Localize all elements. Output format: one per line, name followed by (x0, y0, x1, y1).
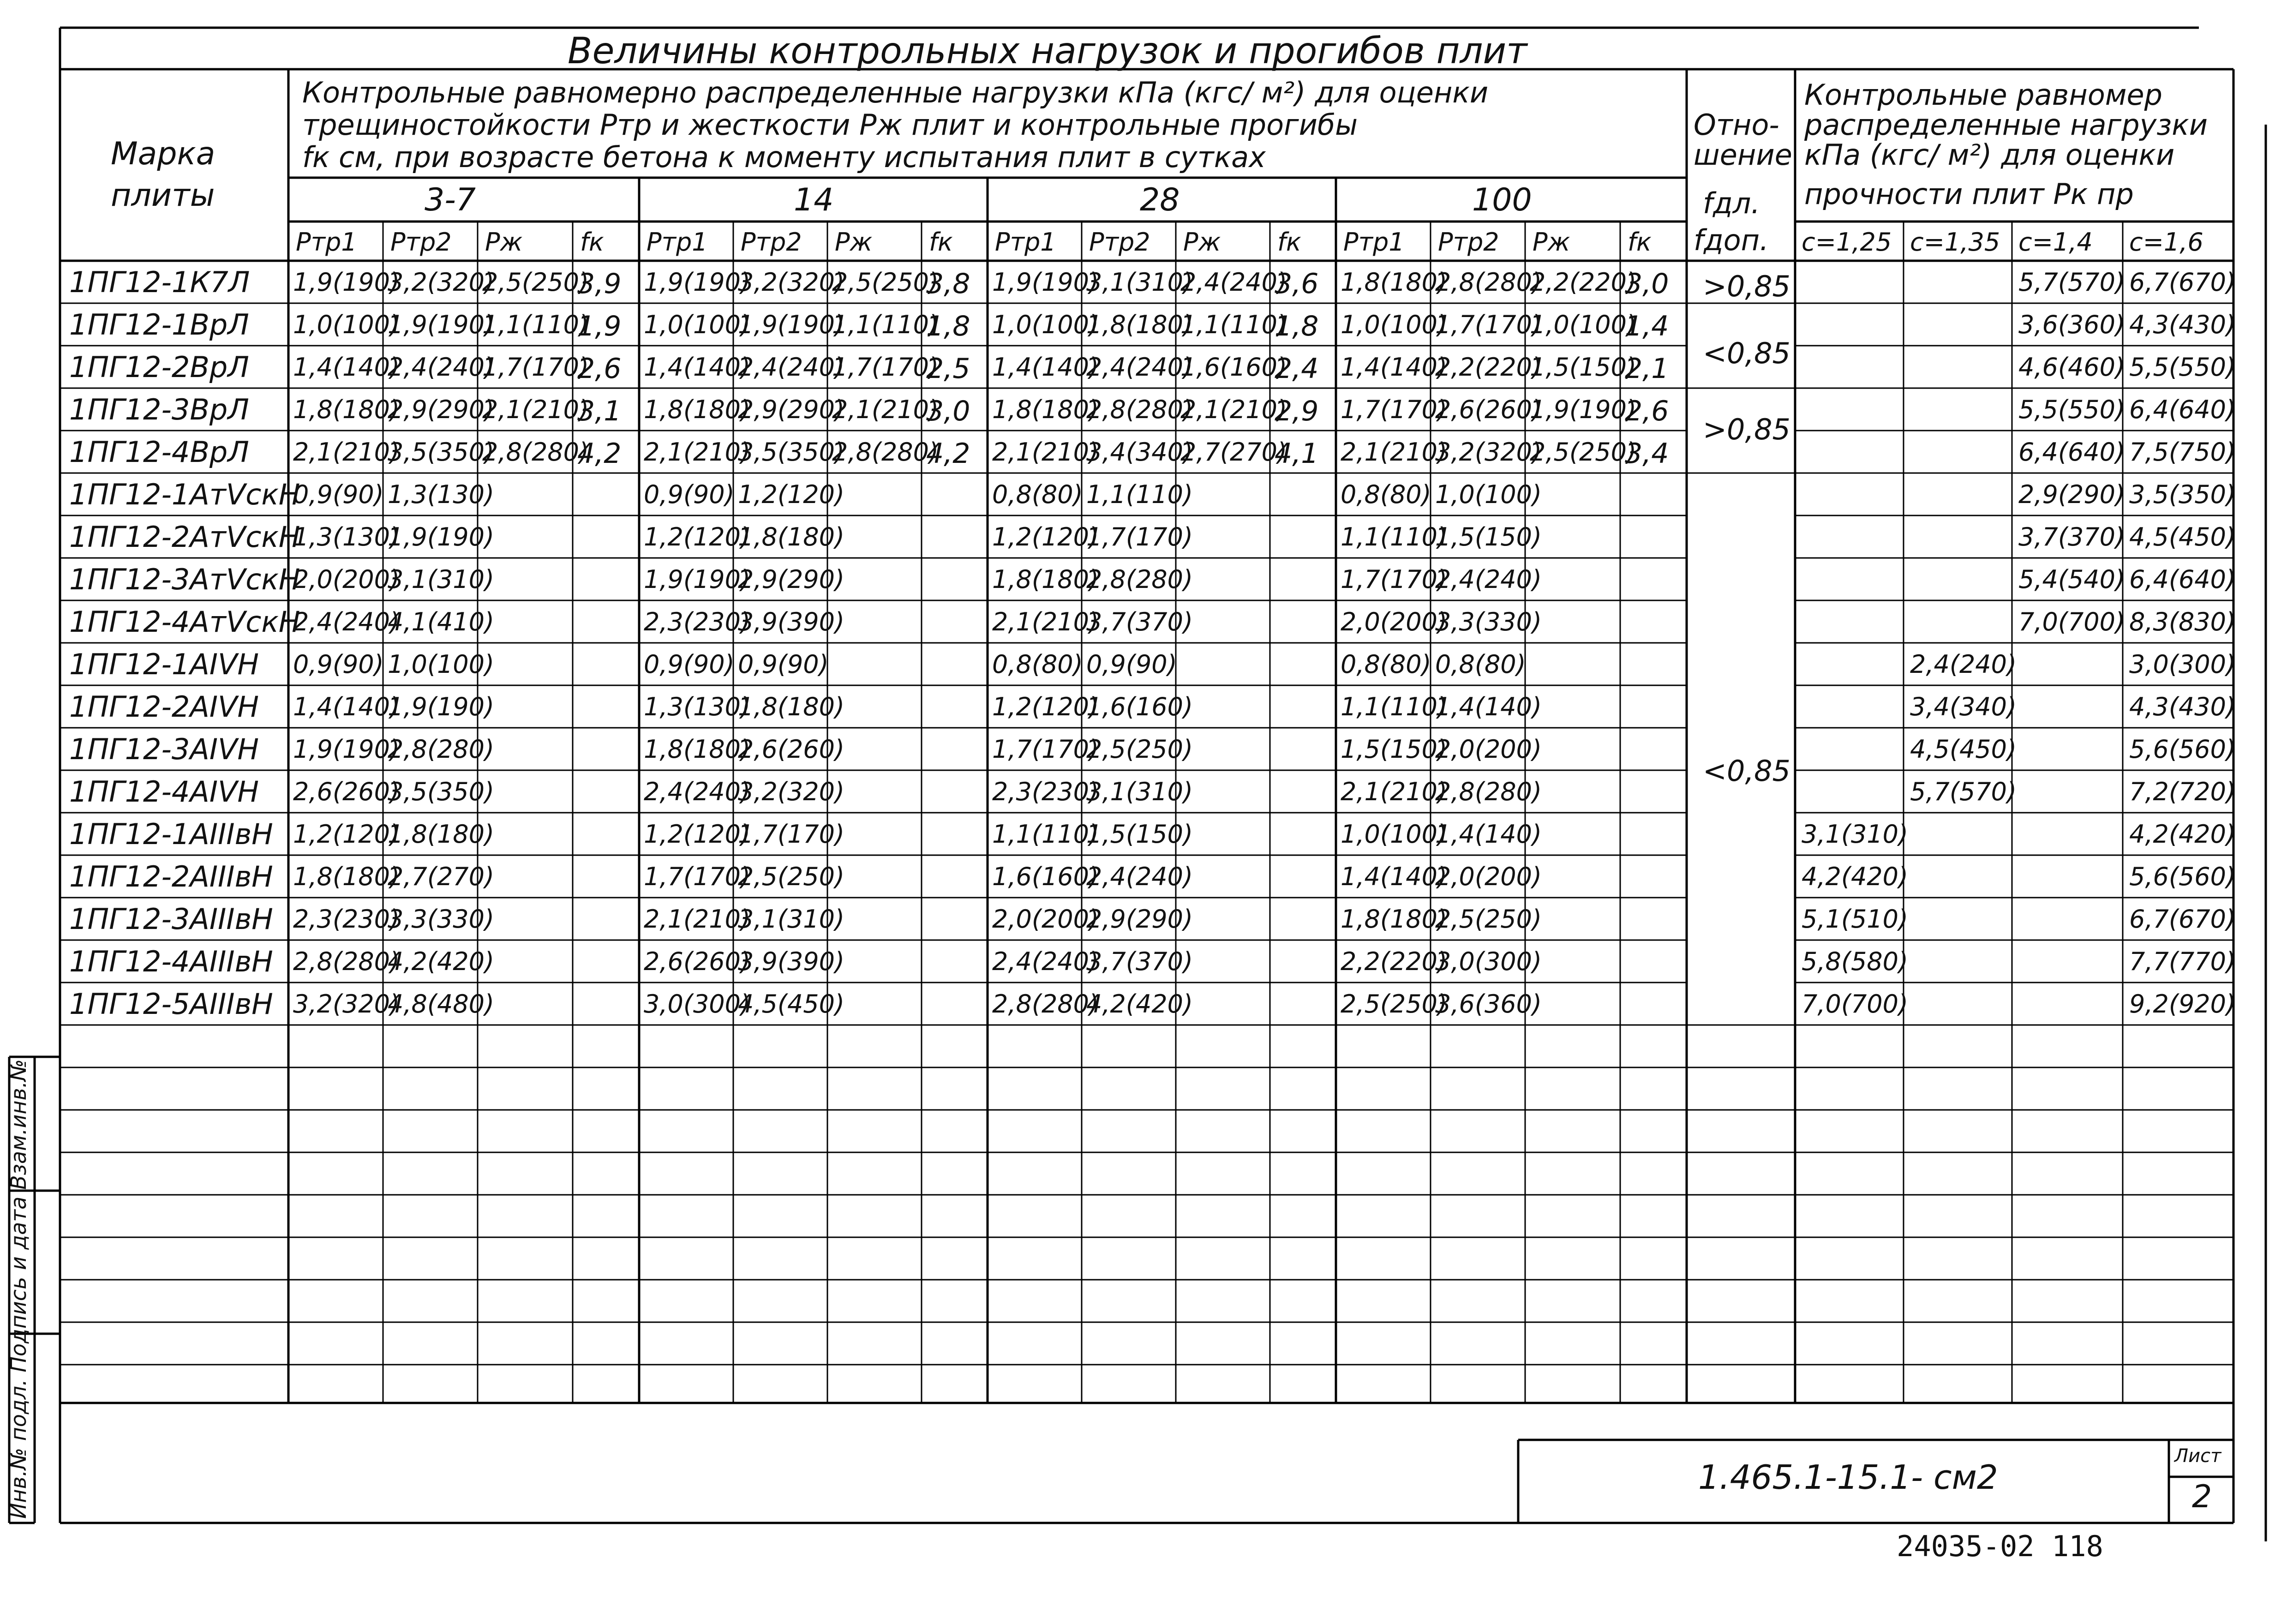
table-cell: 1,4(140) (644, 353, 751, 382)
ratio-header-1: Отно- (1694, 108, 1779, 142)
table-cell: 2,4 (1275, 353, 1319, 385)
c-value-header: c=1,35 (1910, 228, 2000, 257)
table-cell: 0,9(90) (738, 650, 829, 679)
strength-cell: 5,6(560) (2129, 735, 2236, 764)
table-cell: 2,3(230) (992, 777, 1099, 806)
table-cell: 1,8(180) (644, 735, 751, 764)
table-cell: 1,9(190) (1530, 395, 1637, 424)
subcol-header: Pтр2 (1089, 228, 1150, 257)
table-cell: 2,2(220) (1341, 947, 1448, 976)
table-cell: 2,1(210) (1180, 395, 1287, 424)
table-cell: 1,8(180) (738, 522, 845, 551)
strength-cell: 4,2(420) (1802, 862, 1909, 891)
table-cell: 1,0(100) (992, 310, 1099, 339)
table-cell: 1,4(140) (293, 692, 400, 721)
row-mark: 1ПГ12-4АтVскН (69, 605, 300, 639)
table-cell: 1,2(120) (644, 522, 751, 551)
group-header-line3: fк см, при возрасте бетона к моменту испытания плит в сутках (302, 140, 1266, 174)
row-mark: 1ПГ12-3АIVН (69, 732, 259, 766)
table-cell: 2,1(210) (482, 395, 589, 424)
table-cell: 2,3(230) (293, 905, 400, 934)
table-cell: 2,7(270) (388, 862, 495, 891)
table-cell: 3,9 (577, 268, 622, 300)
col-mark-line1: Марка (111, 136, 216, 172)
table-cell: 2,1(210) (644, 905, 751, 934)
sheet-label: Лист (2174, 1445, 2221, 1467)
table-cell: 2,5(250) (482, 268, 589, 297)
table-cell: 4,1 (1275, 437, 1319, 470)
ratio-header-2: шение (1694, 138, 1792, 172)
strength-cell: 2,9(290) (2018, 480, 2125, 509)
table-cell: 2,0(200) (293, 565, 400, 594)
c-value-header: c=1,6 (2129, 228, 2203, 257)
table-cell: 3,6 (1275, 268, 1319, 300)
table-cell: 2,1 (1625, 353, 1669, 385)
table-cell: 2,6(260) (1435, 395, 1542, 424)
table-cell: 1,5(150) (1341, 735, 1448, 764)
strength-cell: 7,2(720) (2129, 777, 2236, 806)
table-cell: 1,0(100) (293, 310, 400, 339)
table-cell: 2,6(260) (293, 777, 400, 806)
table-cell: 0,9(90) (644, 480, 735, 509)
table-cell: 1,1(110) (1341, 692, 1448, 721)
table-cell: 1,7(170) (1086, 522, 1193, 551)
strength-cell: 3,1(310) (1802, 820, 1909, 849)
drawing-code: 1.465.1-15.1- см2 (1698, 1458, 1998, 1497)
archive-number: 24035-02 118 (1897, 1529, 2103, 1563)
table-cell: 1,1(110) (992, 820, 1099, 849)
table-cell: 1,8(180) (1086, 310, 1193, 339)
table-cell: 1,7(170) (1435, 310, 1542, 339)
table-cell: 1,4(140) (1341, 353, 1448, 382)
ratio-value-2: <0,85 (1703, 336, 1790, 370)
subcol-header: fк (580, 228, 604, 257)
binding-stamp: Инв.№ подл. Подпись и дата Взам.инв.№ (6, 1059, 31, 1519)
strength-header-4: прочности плит Pк пр (1804, 177, 2134, 211)
table-cell: 3,2(320) (388, 268, 495, 297)
table-cell: 3,4(340) (1086, 437, 1193, 467)
subcol-header: Pтр1 (1343, 228, 1405, 257)
table-cell: 1,9(190) (293, 735, 400, 764)
table-cell: 3,8 (926, 268, 970, 300)
table-cell: 1,1(110) (482, 310, 589, 339)
table-cell: 2,0(200) (1341, 607, 1448, 636)
table-cell: 1,8(180) (293, 395, 400, 424)
table-cell: 2,5(250) (738, 862, 845, 891)
table-cell: 3,6(360) (1435, 989, 1542, 1019)
table-cell: 1,2(120) (293, 820, 400, 849)
table-cell: 1,2(120) (992, 522, 1099, 551)
table-cell: 1,6(160) (992, 862, 1099, 891)
table-cell: 3,7(370) (1086, 947, 1193, 976)
row-mark: 1ПГ12-1ВрЛ (69, 308, 249, 342)
subcol-header: Pж (835, 228, 873, 257)
table-cell: 3,1 (577, 395, 622, 427)
table-cell: 2,9(290) (738, 565, 845, 594)
subcol-header: Pтр2 (1438, 228, 1499, 257)
table-cell: 1,2(120) (644, 820, 751, 849)
table-cell: 2,7(270) (1180, 437, 1287, 467)
table-cell: 1,8(180) (644, 395, 751, 424)
table-cell: 2,1(210) (644, 437, 751, 467)
table-cell: 3,9(390) (738, 947, 845, 976)
row-mark: 1ПГ12-2АIVН (69, 690, 259, 724)
table-cell: 2,0(200) (1435, 862, 1542, 891)
table-cell: 1,4(140) (1435, 692, 1542, 721)
table-cell: 2,6(260) (644, 947, 751, 976)
strength-cell: 9,2(920) (2129, 989, 2236, 1019)
subcol-header: Pж (1533, 228, 1570, 257)
table-cell: 0,8(80) (1435, 650, 1526, 679)
table-cell: 1,9(190) (388, 310, 495, 339)
strength-cell: 6,4(640) (2129, 395, 2236, 424)
strength-cell: 5,7(570) (2018, 268, 2125, 297)
table-cell: 3,1(310) (1086, 777, 1193, 806)
table-cell: 3,1(310) (388, 565, 495, 594)
table-cell: 0,9(90) (293, 480, 384, 509)
table-cell: 2,3(230) (644, 607, 751, 636)
table-cell: 0,8(80) (1341, 650, 1431, 679)
table-cell: 2,4(240) (1086, 353, 1193, 382)
table-cell: 1,6(160) (1086, 692, 1193, 721)
table-cell: 1,4(140) (1341, 862, 1448, 891)
ratio-value-3: >0,85 (1703, 413, 1790, 446)
table-cell: 4,8(480) (388, 989, 495, 1019)
table-cell: 1,1(110) (1180, 310, 1287, 339)
subcol-header: Pтр1 (296, 228, 357, 257)
table-cell: 1,8(180) (1341, 905, 1448, 934)
ratio-value-4: <0,85 (1703, 754, 1790, 788)
table-cell: 1,6(160) (1180, 353, 1287, 382)
table-cell: 2,0(200) (1435, 735, 1542, 764)
table-cell: 1,0(100) (388, 650, 495, 679)
subcol-header: Pтр2 (741, 228, 802, 257)
strength-cell: 3,5(350) (2129, 480, 2236, 509)
table-cell: 3,7(370) (1086, 607, 1193, 636)
table-cell: 3,0 (1625, 268, 1669, 300)
table-cell: 1,9 (577, 310, 622, 342)
table-cell: 3,5(350) (388, 437, 495, 467)
table-cell: 3,0(300) (1435, 947, 1542, 976)
subcol-header: fк (1277, 228, 1301, 257)
table-cell: 2,9 (1275, 395, 1319, 427)
table-cell: 1,8(180) (293, 862, 400, 891)
subcol-header: Pж (485, 228, 523, 257)
strength-cell: 4,5(450) (1910, 735, 2017, 764)
table-cell: 2,4(240) (644, 777, 751, 806)
table-cell: 2,6(260) (738, 735, 845, 764)
table-cell: 1,4(140) (293, 353, 400, 382)
table-cell: 4,5(450) (738, 989, 845, 1019)
table-cell: 1,7(170) (1341, 395, 1448, 424)
table-cell: 4,1(410) (388, 607, 495, 636)
table-cell: 1,9(190) (293, 268, 400, 297)
row-mark: 1ПГ12-4АIVН (69, 775, 259, 809)
table-cell: 1,2(120) (992, 692, 1099, 721)
table-cell: 2,0(200) (992, 905, 1099, 934)
strength-cell: 5,7(570) (1910, 777, 2017, 806)
strength-cell: 7,0(700) (2018, 607, 2125, 636)
table-cell: 2,8(280) (832, 437, 939, 467)
row-mark: 1ПГ12-4ВрЛ (69, 435, 249, 469)
table-cell: 1,8 (1275, 310, 1319, 342)
strength-cell: 4,3(430) (2129, 310, 2236, 339)
strength-cell: 4,2(420) (2129, 820, 2236, 849)
row-mark: 1ПГ12-1АIIIвН (69, 817, 273, 851)
table-cell: 2,4(240) (738, 353, 845, 382)
strength-cell: 5,6(560) (2129, 862, 2236, 891)
table-cell: 2,4(240) (1180, 268, 1287, 297)
table-cell: 2,1(210) (1341, 777, 1448, 806)
table-cell: 0,9(90) (644, 650, 735, 679)
table-cell: 1,7(170) (482, 353, 589, 382)
table-cell: 2,5(250) (1530, 437, 1637, 467)
row-mark: 1ПГ12-5АIIIвН (69, 987, 273, 1021)
ratio-value-1: >0,85 (1703, 270, 1790, 303)
row-mark: 1ПГ12-4АIIIвН (69, 945, 273, 978)
table-cell: 0,9(90) (293, 650, 384, 679)
age-14: 14 (794, 182, 834, 218)
table-cell: 2,2(220) (1530, 268, 1637, 297)
group-header-line2: трещиностойкости Pтр и жесткости Pж плит и контрольные прогибы (302, 108, 1358, 142)
table-cell: 2,5(250) (1086, 735, 1193, 764)
table-cell: 1,5(150) (1530, 353, 1637, 382)
table-cell: 3,5(350) (388, 777, 495, 806)
sheet-number: 2 (2192, 1479, 2212, 1515)
table-cell: 2,8(280) (1086, 565, 1193, 594)
table-cell: 1,9(190) (992, 268, 1099, 297)
strength-cell: 7,0(700) (1802, 989, 1909, 1019)
table-cell: 1,1(110) (1086, 480, 1193, 509)
strength-header-2: распределенные нагрузки (1804, 108, 2208, 142)
strength-cell: 5,1(510) (1802, 905, 1909, 934)
table-cell: 0,8(80) (992, 650, 1083, 679)
col-mark-line2: плиты (111, 177, 215, 214)
table-cell: 2,4(240) (1435, 565, 1542, 594)
ratio-header-3: fдл. (1703, 186, 1760, 220)
table-cell: 3,1(310) (738, 905, 845, 934)
table-cell: 2,8(280) (293, 947, 400, 976)
table-cell: 1,8(180) (992, 395, 1099, 424)
subcol-header: fк (1628, 228, 1652, 257)
table-cell: 2,1(210) (992, 607, 1099, 636)
table-cell: 1,5(150) (1086, 820, 1193, 849)
table-cell: 2,9(290) (388, 395, 495, 424)
table-cell: 2,1(210) (1341, 437, 1448, 467)
table-cell: 1,8 (926, 310, 970, 342)
row-mark: 1ПГ12-2АIIIвН (69, 860, 273, 893)
table-cell: 1,8(180) (388, 820, 495, 849)
table-cell: 0,8(80) (992, 480, 1083, 509)
table-cell: 1,3(130) (644, 692, 751, 721)
strength-cell: 3,4(340) (1910, 692, 2017, 721)
subcol-header: fк (929, 228, 953, 257)
strength-cell: 4,6(460) (2018, 353, 2125, 382)
row-mark: 1ПГ12-2ВрЛ (69, 350, 249, 384)
group-header-line1: Контрольные равномерно распределенные нагрузки кПа (кгс/ м²) для оценки (302, 76, 1489, 109)
table-cell: 1,8(180) (738, 692, 845, 721)
row-mark: 1ПГ12-1АтVскН (69, 478, 300, 511)
table-cell: 1,4(140) (992, 353, 1099, 382)
table-cell: 0,8(80) (1341, 480, 1431, 509)
table-cell: 2,6 (577, 353, 622, 385)
strength-header-3: кПа (кгс/ м²) для оценки (1804, 138, 2175, 172)
table-cell: 1,1(110) (832, 310, 939, 339)
table-cell: 1,2(120) (738, 480, 845, 509)
strength-cell: 5,5(550) (2018, 395, 2125, 424)
strength-cell: 3,0(300) (2129, 650, 2236, 679)
table-cell: 2,8(280) (388, 735, 495, 764)
table-cell: 2,8(280) (1086, 395, 1193, 424)
strength-cell: 2,4(240) (1910, 650, 2017, 679)
strength-cell: 3,7(370) (2018, 522, 2125, 551)
table-cell: 1,9(190) (738, 310, 845, 339)
table-cell: 1,7(170) (992, 735, 1099, 764)
table-cell: 1,7(170) (1341, 565, 1448, 594)
row-mark: 1ПГ12-3АтVскН (69, 563, 300, 596)
table-cell: 0,9(90) (1086, 650, 1177, 679)
table-cell: 2,5(250) (1435, 905, 1542, 934)
table-cell: 4,2(420) (388, 947, 495, 976)
table-cell: 1,0(100) (644, 310, 751, 339)
strength-cell: 4,3(430) (2129, 692, 2236, 721)
strength-cell: 7,7(770) (2129, 947, 2236, 976)
table-cell: 2,9(290) (738, 395, 845, 424)
table-cell: 1,7(170) (832, 353, 939, 382)
table-cell: 3,5(350) (738, 437, 845, 467)
table-cell: 2,4(240) (992, 947, 1099, 976)
table-cell: 3,3(330) (1435, 607, 1542, 636)
table-cell: 2,4(240) (1086, 862, 1193, 891)
strength-header-1: Контрольные равномер (1804, 78, 2163, 112)
strength-cell: 7,5(750) (2129, 437, 2236, 467)
strength-cell: 6,4(640) (2018, 437, 2125, 467)
table-cell: 2,9(290) (1086, 905, 1193, 934)
table-cell: 1,1(110) (1341, 522, 1448, 551)
table-cell: 1,4(140) (1435, 820, 1542, 849)
table-cell: 1,5(150) (1435, 522, 1542, 551)
table-cell: 1,4 (1625, 310, 1669, 342)
table-cell: 1,7(170) (644, 862, 751, 891)
table-cell: 4,2(420) (1086, 989, 1193, 1019)
table-cell: 2,8(280) (1435, 268, 1542, 297)
table-cell: 3,2(320) (293, 989, 400, 1019)
table-cell: 1,8(180) (992, 565, 1099, 594)
table-cell: 2,1(210) (293, 437, 400, 467)
table-cell: 1,9(190) (644, 565, 751, 594)
age-28: 28 (1140, 182, 1180, 218)
table-cell: 2,1(210) (992, 437, 1099, 467)
table-cell: 4,2 (926, 437, 970, 470)
strength-cell: 5,8(580) (1802, 947, 1909, 976)
table-cell: 1,9(190) (388, 692, 495, 721)
row-mark: 1ПГ12-3АIIIвН (69, 902, 273, 936)
age-100: 100 (1472, 182, 1532, 218)
table-cell: 3,0 (926, 395, 970, 427)
table-cell: 2,4(240) (293, 607, 400, 636)
subcol-header: Pтр1 (647, 228, 708, 257)
table-cell: 2,5 (926, 353, 970, 385)
row-mark: 1ПГ12-3ВрЛ (69, 393, 249, 426)
table-cell: 2,4(240) (388, 353, 495, 382)
c-value-header: c=1,4 (2018, 228, 2093, 257)
table-cell: 1,9(190) (644, 268, 751, 297)
table-cell: 1,0(100) (1530, 310, 1637, 339)
strength-cell: 5,5(550) (2129, 353, 2236, 382)
c-value-header: c=1,25 (1802, 228, 1892, 257)
strength-cell: 8,3(830) (2129, 607, 2236, 636)
strength-cell: 3,6(360) (2018, 310, 2125, 339)
subcol-header: Pж (1183, 228, 1221, 257)
table-cell: 3,2(320) (1435, 437, 1542, 467)
table-cell: 3,2(320) (738, 777, 845, 806)
table-cell: 2,6 (1625, 395, 1669, 427)
strength-cell: 4,5(450) (2129, 522, 2236, 551)
table-cell: 2,8(280) (1435, 777, 1542, 806)
strength-cell: 5,4(540) (2018, 565, 2125, 594)
table-cell: 3,0(300) (644, 989, 751, 1019)
table-cell: 3,3(330) (388, 905, 495, 934)
strength-cell: 6,7(670) (2129, 268, 2236, 297)
table-cell: 2,8(280) (482, 437, 589, 467)
table-cell: 1,0(100) (1435, 480, 1542, 509)
table-cell: 2,1(210) (832, 395, 939, 424)
table-cell: 2,5(250) (1341, 989, 1448, 1019)
row-mark: 1ПГ12-2АтVскН (69, 520, 300, 554)
table-cell: 1,9(190) (388, 522, 495, 551)
table-cell: 1,7(170) (738, 820, 845, 849)
strength-cell: 6,7(670) (2129, 905, 2236, 934)
page-title: Величины контрольных нагрузок и прогибов плит (568, 30, 1527, 72)
strength-cell: 6,4(640) (2129, 565, 2236, 594)
row-mark: 1ПГ12-1К7Л (69, 265, 250, 299)
subcol-header: Pтр2 (390, 228, 452, 257)
table-cell: 3,2(320) (738, 268, 845, 297)
table-cell: 1,3(130) (388, 480, 495, 509)
table-cell: 2,2(220) (1435, 353, 1542, 382)
table-cell: 3,9(390) (738, 607, 845, 636)
table-cell: 3,1(310) (1086, 268, 1193, 297)
table-cell: 1,0(100) (1341, 310, 1448, 339)
table-cell: 3,4 (1625, 437, 1669, 470)
table-cell: 2,8(280) (992, 989, 1099, 1019)
age-3-7: 3-7 (425, 182, 476, 218)
row-mark: 1ПГ12-1АIVН (69, 647, 259, 681)
table-cell: 1,0(100) (1341, 820, 1448, 849)
table-cell: 4,2 (577, 437, 622, 470)
table-cell: 1,3(130) (293, 522, 400, 551)
ratio-header-4: fдоп. (1694, 223, 1769, 257)
table-cell: 2,5(250) (832, 268, 939, 297)
table-cell: 1,8(180) (1341, 268, 1448, 297)
subcol-header: Pтр1 (995, 228, 1056, 257)
